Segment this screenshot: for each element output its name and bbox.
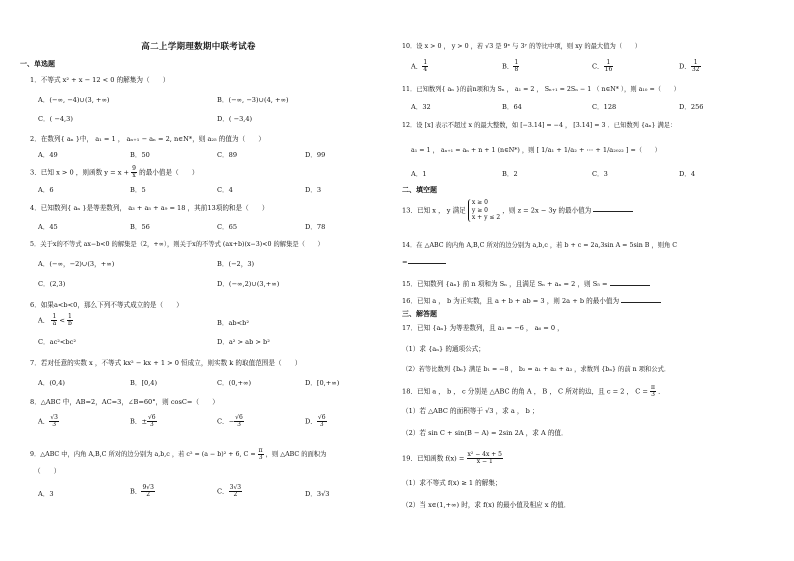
q10-c-num: 1 — [604, 60, 614, 67]
q18-c-frac — [650, 385, 656, 398]
question-15 — [402, 279, 650, 289]
q8-c-label: C．− — [217, 417, 235, 426]
q7-option-c: C．(0,+∞) — [217, 379, 252, 387]
q18-stem-post: ． — [658, 387, 665, 396]
q3-frac-den: x — [132, 172, 136, 179]
q13-answer-blank[interactable] — [593, 205, 633, 212]
q9-c-label: C． — [217, 487, 229, 496]
q6-option-c: C．ac²<bc² — [38, 338, 76, 346]
q13-cond3: x + y ≤ 2 — [471, 214, 501, 221]
q1-option-b: B．(−∞, −3)∪(4, +∞) — [217, 96, 289, 104]
q12-option-c: C．3 — [592, 170, 608, 178]
question-12: 12．设 [x] 表示不超过 x 的最大整数，如 [−3.14] = −4 ， [3.14] = 3 ．已知数列 {aₙ} 满足： — [402, 122, 677, 129]
q9-b-frac — [141, 485, 154, 498]
q10-b-den: 8 — [514, 66, 519, 73]
q9-b-label: B． — [130, 487, 142, 496]
q9-c-frac — [258, 448, 264, 461]
q5-option-c: C．(2,3) — [38, 280, 66, 288]
q8-c-num: √6 — [235, 414, 243, 421]
q10-d-frac — [691, 60, 701, 73]
question-3 — [30, 166, 198, 179]
question-1: 1．不等式 x² + x − 12 < 0 的解集为（ ） — [30, 76, 170, 84]
q17-part-1: （1）求 {aₙ} 的通项公式； — [402, 345, 485, 353]
q11-option-b: B．64 — [502, 103, 522, 111]
q17-part-2: （2）若等比数列 {bₙ} 满足 b₁ = −8 ， b₂ = a₁ + a₂ + a₃ ，求数列 {bₙ} 的前 n 项和公式． — [402, 366, 671, 373]
q6-a-label: A． — [38, 316, 50, 325]
q18-stem-pre: 18．已知 a ， b ， c 分别是 △ABC 的角 A ， B ， C 所对的边，且 c = 2 ， C = — [402, 387, 648, 396]
q8-a-label: A． — [38, 417, 50, 426]
q3-stem-post: 的最小值是（ ） — [139, 168, 199, 177]
q10-d-num: 1 — [691, 60, 701, 67]
q13-pre: 13．已知 x ， y 满足 — [402, 206, 466, 215]
q10-c-frac — [604, 60, 614, 73]
q12-line2 — [411, 147, 661, 155]
q8-option-a — [38, 415, 59, 428]
q14-answer-blank[interactable] — [408, 257, 446, 264]
question-10: 10．设 x > 0 ， y > 0 ，若 √3 是 9ˣ 与 3ʸ 的等比中项，则 xy 的最大值为（ ） — [402, 43, 642, 50]
q9-option-b — [130, 485, 155, 498]
question-4: 4．已知数列{ aₙ }是等差数列， a₃ + a₅ + a₉ = 18 ，其前13项的和是（ ） — [30, 204, 269, 212]
q8-d-frac — [317, 415, 327, 428]
q2-option-d: D．99 — [305, 151, 326, 159]
q10-b-label: B． — [502, 62, 514, 71]
q10-d-den: 32 — [691, 66, 700, 73]
q6-a-num2: 1 — [68, 313, 72, 320]
q9-option-d: D．3√3 — [305, 490, 330, 498]
q4-option-b: B．56 — [130, 223, 150, 231]
q15-answer-blank[interactable] — [610, 279, 650, 286]
q8-b-label: B．± — [130, 417, 147, 426]
q9-c-den: 3 — [258, 454, 263, 461]
q16-text: 16．已知 a ， b 为正实数，且 a + b + ab = 3 ，则 2a + b 的最小值为 — [402, 297, 620, 305]
q9-option-a: A．3 — [38, 490, 54, 498]
q8-d-den: 3 — [319, 421, 324, 428]
q13-cond2: y ≥ 0 — [471, 206, 488, 214]
q1-option-a: A．(−∞, −4)∪(3, +∞) — [38, 96, 110, 104]
q3-frac-num: 9 — [132, 165, 136, 172]
q19-f-den: x − 1 — [476, 458, 493, 465]
q14-equals: = — [402, 258, 408, 266]
q6-option-b: B．ab<b² — [217, 319, 249, 327]
q3-option-c: C．4 — [217, 186, 233, 194]
q19-part-2: （2）当 x∈(1,+∞) 时，求 f(x) 的最小值及相应 x 的值． — [402, 501, 571, 509]
q10-option-b — [502, 60, 519, 73]
q1-option-c: C．( −4,3) — [38, 115, 73, 123]
q5-option-d: D．(−∞,2)∪(3,+∞) — [217, 280, 280, 288]
section-solve: 三、解答题 — [402, 310, 437, 318]
q7-option-d: D．[0,+∞) — [305, 379, 340, 387]
q6-a-den1: a — [52, 320, 57, 327]
q5-option-a: A．(−∞，−2)∪(3，+∞) — [38, 260, 115, 268]
q8-option-b — [130, 415, 157, 428]
q19-f-frac — [467, 452, 504, 465]
q3-fraction — [131, 166, 137, 179]
q9-b-num: 9√3 — [142, 484, 154, 491]
q10-a-frac — [422, 60, 428, 73]
q12-option-b: B．2 — [502, 170, 518, 178]
q8-b-num: √6 — [147, 414, 156, 421]
q2-option-c: C．89 — [217, 151, 238, 159]
q8-a-den: 3 — [52, 421, 57, 428]
q6-a-num1: 1 — [52, 313, 57, 320]
q3-option-a: A．6 — [38, 186, 54, 194]
q1-option-d: D．( −3,4) — [217, 115, 253, 123]
q6-a-frac1 — [51, 314, 57, 327]
q4-option-d: D．78 — [305, 223, 326, 231]
q9-c-num2: 3√3 — [229, 484, 242, 491]
q3-stem-pre: 3．已知 x > 0 ，则函数 y = x + — [30, 168, 130, 177]
q14-line2 — [402, 257, 446, 267]
page-title: 高二上学期理数期中联考试卷 — [141, 42, 256, 52]
q2-option-a: A．49 — [38, 151, 58, 159]
q3-option-d: D．3 — [305, 186, 322, 194]
q9-b-den: 2 — [146, 491, 151, 498]
q10-d-label: D． — [679, 62, 691, 71]
q11-option-d: D．256 — [679, 103, 704, 111]
q15-text: 15．已知数列 {aₙ} 前 n 项和为 Sₙ ，且满足 Sₙ + aₙ = 2 ，则 S₅ = — [402, 280, 608, 288]
q9-option-c — [217, 485, 242, 498]
q19-stem-pre: 19．已知函数 f(x) = — [402, 454, 465, 463]
q10-a-den: 4 — [423, 66, 428, 73]
question-13 — [402, 199, 633, 222]
q19-part-1: （1）求不等式 f(x) ≥ 1 的解集； — [402, 479, 502, 487]
q9-stem-post: ，则 △ABC 的面积为 — [265, 451, 327, 458]
q2-option-b: B．50 — [130, 151, 150, 159]
q8-c-frac — [234, 415, 244, 428]
q4-option-a: A．45 — [38, 223, 58, 231]
q9-c-num: π — [258, 447, 263, 454]
q8-c-den: 3 — [237, 421, 241, 428]
q4-option-c: C．65 — [217, 223, 238, 231]
q12-option-d: D．4 — [679, 170, 696, 178]
question-16 — [402, 296, 661, 306]
q10-option-a — [411, 60, 428, 73]
question-2: 2．在数列{ aₙ }中， a₁ = 1 ， aₙ₊₁ − aₙ = 2, n∈N*，则 a₂₅ 的值为（ ） — [30, 135, 265, 143]
q10-b-frac — [513, 60, 519, 73]
q12-line2-post: =（ ） — [630, 147, 661, 154]
q8-a-num: √3 — [50, 414, 58, 421]
q6-option-a — [38, 314, 73, 327]
q10-c-den: 16 — [604, 66, 613, 73]
question-17: 17．已知 {aₙ} 为等差数列，且 a₁ = −6 ， a₆ = 0 ， — [402, 324, 564, 332]
q8-a-frac — [49, 415, 59, 428]
q9-paren: （ ） — [34, 467, 61, 475]
q13-cond1: x ≥ 0 — [471, 199, 488, 206]
q7-option-b: B．[0,4) — [130, 379, 158, 387]
q13-conditions — [468, 199, 500, 222]
q11-option-c: C．128 — [592, 103, 617, 111]
q19-f-num: x² − 4x + 5 — [467, 451, 502, 458]
q12-line2-pre: a₁ = 1 ， aₙ₊₁ = aₙ + n + 1 (n∈N*) ，则 — [411, 147, 535, 154]
q12-option-a: A．1 — [411, 170, 427, 178]
q7-option-a: A．(0,4) — [38, 379, 65, 387]
q18-c-den: 3 — [651, 391, 655, 398]
q6-a-mid: < — [59, 316, 65, 325]
q9-stem-pre: 9．△ABC 中，内角 A,B,C 所对的边分别为 a,b,c ，若 c² = (a − b)² + 6, C = — [30, 451, 256, 458]
question-6: 6．如果a<b<0，那么下列不等式成立的是（ ） — [30, 301, 183, 309]
q10-option-c — [592, 60, 613, 73]
q10-c-label: C． — [592, 62, 604, 71]
q18-part-1: （1）若 △ABC 的面积等于 √3 ，求 a ， b ； — [402, 407, 539, 415]
q3-option-b: B．5 — [130, 186, 146, 194]
q6-a-den2: b — [68, 320, 72, 327]
q10-b-num: 1 — [514, 59, 519, 66]
q8-d-num: √6 — [317, 414, 326, 421]
question-5: 5．关于x的不等式 ax−b<0 的解集是（2，+∞），则关于x的不等式 (ax+b)(x−3)<0 的解集是（ ） — [30, 241, 324, 248]
question-14: 14．在 △ABC 的内角 A,B,C 所对的边分别为 a,b,c ，若 b + c = 2a,3sin A = 5sin B ，则角 C — [402, 242, 678, 249]
q6-option-d: D．a² > ab > b² — [217, 338, 270, 346]
q18-c-num: π — [651, 384, 655, 391]
q8-option-c — [217, 415, 244, 428]
q8-option-d — [305, 415, 327, 428]
q10-a-num: 1 — [423, 59, 428, 66]
q18-part-2: （2）若 sin C + sin(B − A) = 2sin 2A ，求 A 的值． — [402, 429, 568, 437]
q9-c-den2: 2 — [233, 491, 238, 498]
question-19 — [402, 452, 503, 465]
q6-a-frac2 — [67, 314, 73, 327]
q13-post: ，则 z = 2x − 3y 的最小值为 — [502, 206, 592, 215]
q16-answer-blank[interactable] — [621, 296, 661, 303]
q8-d-label: D． — [305, 417, 317, 426]
question-9 — [30, 448, 326, 461]
question-8: 8．△ABC 中，AB=2，AC=3，∠B=60°，则 cosC=（ ） — [30, 398, 219, 406]
q10-option-d — [679, 60, 701, 73]
question-11: 11．已知数列{ aₙ }的前n项和为 Sₙ ， a₁ = 2 ， Sₙ₊₁ = 2Sₙ − 1 （ n∈N* ），则 a₁₀ =（ ） — [402, 86, 680, 93]
q10-a-label: A． — [411, 62, 423, 71]
question-18 — [402, 385, 665, 398]
q8-b-frac — [147, 415, 157, 428]
q5-option-b: B．(−2，3) — [217, 260, 255, 268]
q8-b-den: 3 — [149, 421, 154, 428]
question-7: 7．若对任意的实数 x ，不等式 kx² − kx + 1 > 0 恒成立，则实数 k 的取值范围是（ ） — [30, 359, 302, 367]
q9-c-frac2 — [229, 485, 242, 498]
q11-option-a: A．32 — [411, 103, 431, 111]
q12-expression: [ 1/a₁ + 1/a₂ + ⋯ + 1/a₂₀₂₂ ] — [536, 146, 629, 154]
section-fill-in: 二、填空题 — [402, 186, 437, 194]
section-single-choice: 一、单选题 — [20, 60, 55, 68]
